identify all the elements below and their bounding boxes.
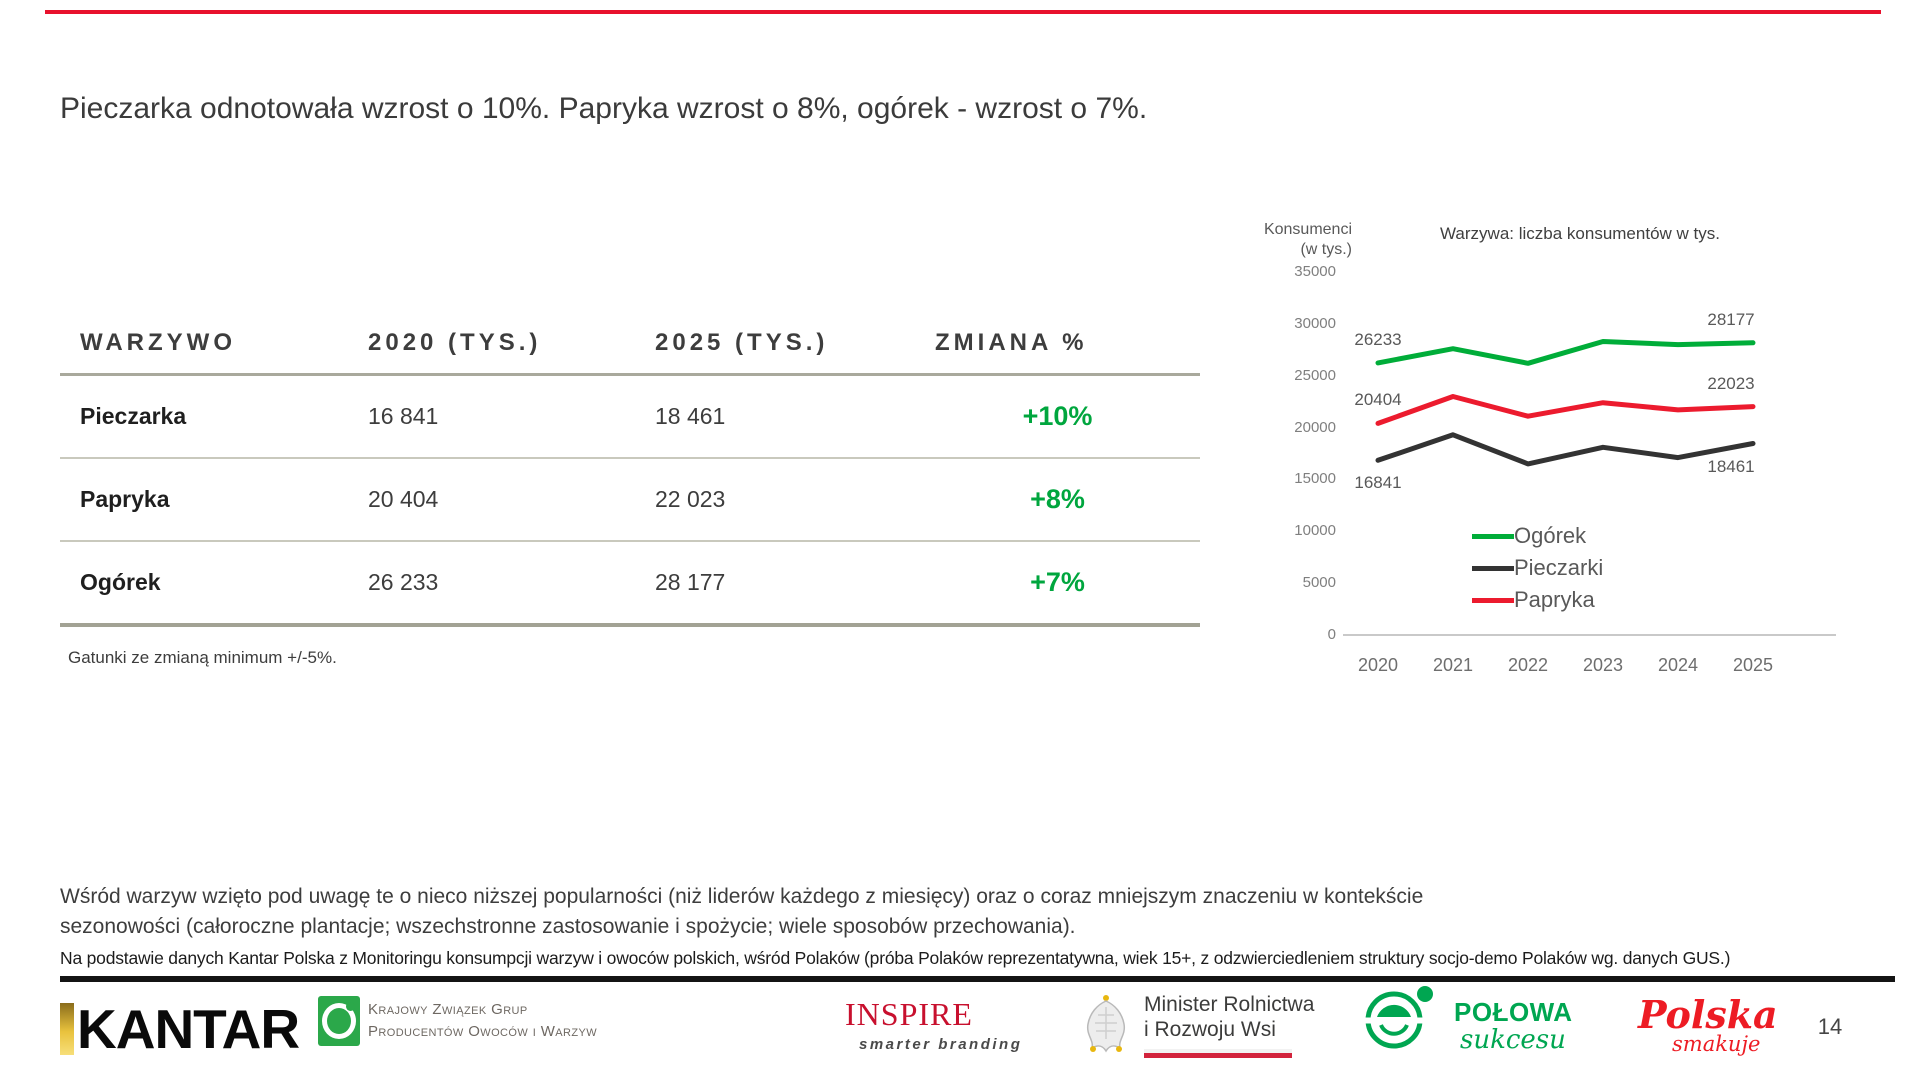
y-tick-label: 15000 xyxy=(1294,470,1336,488)
y-tick-label: 10000 xyxy=(1294,522,1336,540)
data-point-label: 28177 xyxy=(1707,309,1755,329)
table-rule xyxy=(60,623,1200,627)
legend-item-ogórek xyxy=(1472,520,1603,552)
y-tick-label: 5000 xyxy=(1302,574,1336,592)
kzg-name-line2: Producentów Owoców i Warzyw xyxy=(368,1023,597,1040)
series-line-pieczarki xyxy=(1378,435,1753,464)
x-tick-label: 2023 xyxy=(1582,655,1624,675)
legend-item-pieczarki xyxy=(1472,552,1603,584)
kzg-logo xyxy=(318,996,597,1046)
data-point-label: 16841 xyxy=(1354,473,1402,493)
legend-line-swatch xyxy=(1472,534,1514,539)
table-row xyxy=(60,376,1200,457)
change-percent: +7% xyxy=(1030,567,1085,597)
chart-title: Warzywa: liczba konsumentów w tys. xyxy=(1440,224,1720,243)
vegetable-name: Pieczarka xyxy=(80,403,187,429)
kantar-logo xyxy=(60,997,300,1060)
legend-label: Papryka xyxy=(1514,587,1595,612)
column-header-2025: 2025 (TYS.) xyxy=(655,328,829,356)
y-tick-label: 20000 xyxy=(1294,418,1336,436)
polska-subword: smakuje xyxy=(1672,1032,1761,1056)
polowa-name: POŁOWA xyxy=(1454,997,1573,1027)
page-title: Pieczarka odnotowała wzrost o 10%. Papryka wzrost o 8%, ogórek - wzrost o 7%. xyxy=(60,92,1148,125)
table-footnote: Gatunki ze zmianą minimum +/-5%. xyxy=(68,648,337,667)
polska-wordmark: Polska xyxy=(1638,992,1778,1037)
table-row xyxy=(60,542,1200,623)
kzg-name xyxy=(368,999,597,1044)
minister-name-line1: Minister Rolnictwa xyxy=(1144,993,1315,1016)
consumption-chart xyxy=(1240,218,1840,698)
y-tick-label: 35000 xyxy=(1294,263,1336,280)
y-tick-label: 0 xyxy=(1327,626,1336,643)
kzg-apple-icon xyxy=(318,996,360,1046)
chart-legend xyxy=(1472,520,1603,616)
legend-line-swatch xyxy=(1472,598,1514,603)
vegetables-table xyxy=(60,312,1200,627)
data-point-label: 22023 xyxy=(1707,373,1755,393)
y-axis-title-line2: (w tys.) xyxy=(1300,241,1352,258)
flag-red-stripe xyxy=(1144,1053,1292,1058)
change-percent: +10% xyxy=(1022,401,1093,431)
top-accent-line xyxy=(45,10,1881,14)
y-tick-label: 25000 xyxy=(1294,366,1336,384)
column-header-2020: 2020 (TYS.) xyxy=(368,328,542,356)
kzg-leaf-icon xyxy=(346,1002,355,1011)
legend-label: Pieczarki xyxy=(1514,555,1604,580)
inspire-tagline: smarter branding xyxy=(859,1036,1023,1053)
y-axis-title-line1: Konsumenci xyxy=(1263,221,1352,238)
x-tick-label: 2022 xyxy=(1507,655,1549,675)
x-tick-label: 2024 xyxy=(1657,655,1699,675)
minister-name xyxy=(1144,993,1314,1058)
minister-eagle-icon xyxy=(1080,993,1132,1055)
column-header-zmiana: ZMIANA % xyxy=(935,328,1088,356)
minister-logo xyxy=(1080,993,1314,1058)
polowa-plate-icon xyxy=(1362,985,1438,1049)
vegetable-name: Papryka xyxy=(80,486,170,512)
minister-name-line2: i Rozwoju Wsi xyxy=(1144,1017,1276,1041)
x-tick-label: 2025 xyxy=(1732,655,1774,675)
poland-flag-stripe xyxy=(1144,1049,1292,1058)
page-number: 14 xyxy=(1817,1014,1843,1039)
value-2025: 22 023 xyxy=(655,486,726,512)
polowa-sukcesu-logo xyxy=(1362,985,1573,1053)
kzg-name-line1: Krajowy Związek Grup xyxy=(368,1000,528,1018)
data-point-label: 20404 xyxy=(1354,390,1402,410)
vegetable-name: Ogórek xyxy=(80,569,161,595)
value-2025: 18 461 xyxy=(655,403,726,429)
value-2020: 26 233 xyxy=(368,569,439,595)
legend-label: Ogórek xyxy=(1514,523,1587,548)
value-2020: 20 404 xyxy=(368,486,439,512)
legend-item-papryka xyxy=(1472,584,1603,616)
column-header-warzywo: WARZYWO xyxy=(80,328,236,356)
legend-line-swatch xyxy=(1472,566,1514,571)
footer-divider-line xyxy=(60,976,1895,982)
table-header-row xyxy=(60,312,1200,373)
table-row xyxy=(60,459,1200,540)
series-line-papryka xyxy=(1378,397,1753,424)
change-percent: +8% xyxy=(1030,484,1085,514)
value-2025: 28 177 xyxy=(655,569,726,595)
polska-smakuje-logo xyxy=(1638,992,1778,1056)
x-tick-label: 2020 xyxy=(1357,655,1399,675)
series-line-ogórek xyxy=(1378,342,1753,364)
source-note: Na podstawie danych Kantar Polska z Monitoringu konsumpcji warzyw i owoców polskich, wśród Polaków (próba Polaków reprezentatywna, wiek 15+, z odzwierciedleniem struktury socjo-demo Polaków wg. danych GUS.) xyxy=(60,948,1731,968)
data-point-label: 18461 xyxy=(1707,456,1755,476)
data-point-label: 26233 xyxy=(1354,329,1402,349)
polowa-wordmark xyxy=(1454,999,1573,1053)
kantar-wordmark: KANTAR xyxy=(77,997,300,1060)
kantar-gold-bar-icon xyxy=(60,1003,74,1055)
value-2020: 16 841 xyxy=(368,403,439,429)
y-tick-label: 30000 xyxy=(1294,314,1336,332)
x-tick-label: 2021 xyxy=(1432,655,1474,675)
polowa-subname: sukcesu xyxy=(1460,1025,1566,1055)
inspire-logo xyxy=(845,998,1022,1053)
commentary-paragraph: Wśród warzyw wzięto pod uwagę te o nieco niższej popularności (niż liderów każdego z miesięcy) oraz o coraz mniejszym znaczeniu w kontekście sezonowości (całoroczne plantacje; wszechstronne zastosowanie i spożycie; wiele sposobów przechowania). xyxy=(60,885,1424,938)
inspire-wordmark: INSPIRE xyxy=(845,996,973,1032)
